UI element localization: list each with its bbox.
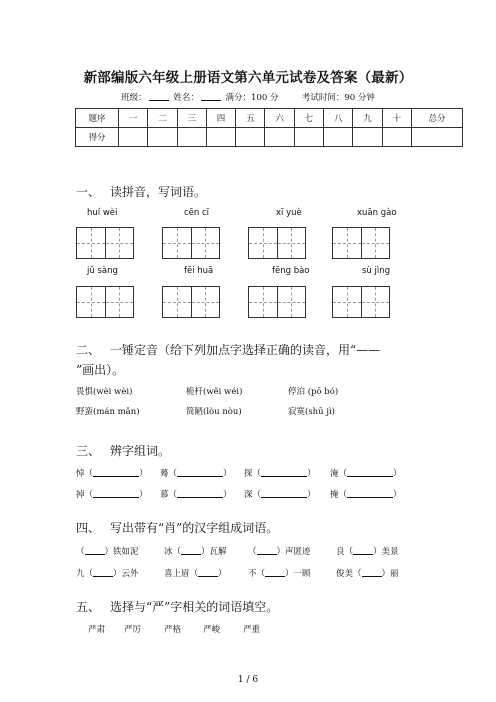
char-label: 深（: [244, 490, 262, 500]
pinyin-label: huí wèi: [87, 208, 118, 218]
answer-blank[interactable]: [347, 467, 393, 477]
reading-choice[interactable]: 寂寞(shū jì): [288, 407, 335, 417]
close-paren: ）: [393, 469, 402, 479]
class-blank[interactable]: [149, 92, 169, 101]
name-blank[interactable]: [201, 92, 221, 101]
answer-blank[interactable]: [93, 488, 139, 498]
section-title: 写出带有“肖”的汉字组成词语。: [110, 521, 279, 535]
section-number: 五、: [76, 600, 101, 614]
score-table-score-row: [76, 128, 463, 147]
idiom-suffix: ）铁如泥: [104, 547, 139, 557]
reading-choice[interactable]: 野蛮(mán mǎn): [76, 407, 140, 417]
score-input-cell[interactable]: [206, 128, 235, 147]
answer-blank[interactable]: [261, 488, 307, 498]
char-label: 掉（: [76, 490, 94, 500]
section-number: 一、: [76, 185, 101, 199]
writing-box[interactable]: [248, 286, 306, 318]
pinyin-label: fēng bào: [272, 266, 310, 276]
word-bank-item: 严格: [164, 625, 182, 635]
writing-box[interactable]: [162, 286, 220, 318]
idiom-suffix: ）声匿迹: [276, 547, 311, 557]
writing-grid-row: [0, 227, 496, 259]
score-input-cell[interactable]: [265, 128, 294, 147]
writing-grid-row: [0, 286, 496, 318]
reading-choice[interactable]: 简陋(lòu nòu): [186, 407, 242, 417]
pinyin-label: xuān gào: [357, 208, 397, 218]
exam-time: 考试时间：90 分钟: [301, 93, 375, 103]
word-group-item: [330, 488, 402, 500]
answer-blank[interactable]: [181, 545, 201, 555]
score-table-cell: 七: [294, 109, 323, 128]
word-group-item: [76, 467, 148, 479]
pinyin-label: fēi huā: [184, 266, 214, 276]
char-label: 慕（: [160, 490, 178, 500]
close-paren: ）: [307, 469, 316, 479]
idiom-prefix: （: [248, 547, 257, 557]
idiom-prefix: 冰（: [164, 547, 182, 557]
score-input-cell[interactable]: [412, 128, 463, 147]
idiom-prefix: 不（: [248, 569, 266, 579]
word-bank-item: 严厉: [124, 625, 142, 635]
reading-choice[interactable]: 桅杆(wěi wéi): [186, 387, 243, 397]
close-paren: ）: [393, 490, 402, 500]
score-table-cell: 二: [148, 109, 177, 128]
section-title: 读拼音，写词语。: [110, 185, 207, 199]
idiom-item: [336, 545, 399, 557]
score-input-cell[interactable]: [324, 128, 353, 147]
score-input-cell[interactable]: [353, 128, 382, 147]
section-title: 一锤定音（给下列加点字选择正确的读音，用“——: [110, 343, 381, 357]
answer-blank[interactable]: [85, 545, 105, 555]
section-title: 辨字组词。: [110, 444, 171, 458]
section-1-heading: [76, 183, 206, 200]
answer-blank[interactable]: [93, 467, 139, 477]
char-label: 淹（: [330, 469, 348, 479]
idiom-suffix: ）云外: [113, 569, 139, 579]
score-table-cell: 五: [236, 109, 265, 128]
score-input-cell[interactable]: [236, 128, 265, 147]
writing-box[interactable]: [332, 227, 390, 259]
pinyin-label: cēn cī: [184, 208, 210, 218]
score-table-cell: 总分: [412, 109, 463, 128]
writing-box[interactable]: [76, 286, 134, 318]
section-number: 三、: [76, 444, 101, 458]
score-input-cell[interactable]: [119, 128, 148, 147]
answer-blank[interactable]: [177, 467, 223, 477]
word-bank-item: 严峻: [203, 625, 221, 635]
score-table-cell: 三: [177, 109, 206, 128]
idiom-suffix: ）丽: [381, 569, 399, 579]
idiom-prefix: 喜上眉（: [164, 569, 199, 579]
full-score: 满分：100 分: [225, 93, 279, 103]
score-table-cell: 十: [382, 109, 411, 128]
section-2-heading-cont: ”画出）。: [76, 363, 125, 377]
score-table-cell: 一: [119, 109, 148, 128]
writing-box[interactable]: [332, 286, 390, 318]
char-label: 掩（: [330, 490, 348, 500]
name-label: 姓名：: [173, 93, 199, 103]
reading-choice[interactable]: 停泊 (pō bó): [288, 387, 339, 397]
score-table-cell: 四: [206, 109, 235, 128]
pinyin-label: jǔ sàng: [87, 266, 118, 276]
char-label: 蓦（: [160, 469, 178, 479]
idiom-prefix: 俊美（: [336, 569, 362, 579]
writing-box[interactable]: [76, 227, 134, 259]
score-input-cell[interactable]: [294, 128, 323, 147]
answer-blank[interactable]: [265, 567, 285, 577]
writing-box[interactable]: [162, 227, 220, 259]
close-paren: ）: [307, 490, 316, 500]
idiom-item: [248, 545, 311, 557]
idiom-prefix: 九（: [76, 569, 94, 579]
idiom-suffix: ）一顾: [285, 569, 311, 579]
pinyin-label: xī yuè: [276, 208, 302, 218]
exam-info-line: [0, 91, 496, 103]
char-label: 探（: [244, 469, 262, 479]
score-table-cell: 九: [353, 109, 382, 128]
idiom-item: [336, 567, 399, 579]
section-title: 选择与“严”字相关的词语填空。: [110, 600, 279, 614]
reading-choice[interactable]: 畏惧(wèi wèi): [76, 387, 133, 397]
score-row-label: 得分: [76, 128, 119, 147]
close-paren: ）: [223, 490, 232, 500]
class-label: 班级：: [121, 93, 147, 103]
answer-blank[interactable]: [177, 488, 223, 498]
answer-blank[interactable]: [198, 567, 218, 577]
answer-blank[interactable]: [362, 567, 382, 577]
score-table-cell: 八: [324, 109, 353, 128]
section-number: 四、: [76, 521, 101, 535]
word-bank-item: 严肃: [88, 625, 106, 635]
close-paren: ）: [139, 490, 148, 500]
score-table-cell: 六: [265, 109, 294, 128]
score-input-cell[interactable]: [382, 128, 411, 147]
word-bank-item: 严重: [243, 625, 261, 635]
idiom-suffix: ）瓦解: [201, 547, 227, 557]
word-group-item: [330, 467, 402, 479]
exam-title: 新部编版六年级上册语文第六单元试卷及答案（最新）: [83, 70, 413, 86]
word-group-item: [160, 488, 232, 500]
idiom-item: [164, 545, 227, 557]
answer-blank[interactable]: [353, 545, 373, 555]
word-group-item: [76, 488, 148, 500]
page-number: 1 / 6: [237, 675, 259, 685]
idiom-item: [248, 567, 311, 579]
section-number: 二、: [76, 343, 101, 357]
answer-blank[interactable]: [93, 567, 113, 577]
score-table-header-row: [76, 109, 463, 128]
writing-box[interactable]: [248, 227, 306, 259]
idiom-item: [164, 567, 227, 579]
idiom-item: [76, 545, 139, 557]
section-4-heading: [76, 519, 278, 536]
score-table: [75, 108, 463, 147]
answer-blank[interactable]: [257, 545, 277, 555]
section-3-heading: [76, 442, 170, 459]
answer-blank[interactable]: [261, 467, 307, 477]
idiom-suffix: ）: [218, 569, 227, 579]
word-group-item: [244, 467, 316, 479]
idiom-prefix: （: [76, 547, 85, 557]
idiom-item: [76, 567, 139, 579]
answer-blank[interactable]: [347, 488, 393, 498]
idiom-prefix: 良（: [336, 547, 354, 557]
section-2-heading: [76, 341, 380, 358]
score-input-cell[interactable]: [148, 128, 177, 147]
char-label: 悼（: [76, 469, 94, 479]
score-table-cell: 题序: [76, 109, 119, 128]
word-group-item: [160, 467, 232, 479]
close-paren: ）: [223, 469, 232, 479]
section-5-heading: [76, 598, 278, 615]
idiom-suffix: ）美景: [373, 547, 399, 557]
pinyin-label: sù jìng: [362, 266, 391, 276]
word-group-item: [244, 488, 316, 500]
score-input-cell[interactable]: [177, 128, 206, 147]
close-paren: ）: [139, 469, 148, 479]
